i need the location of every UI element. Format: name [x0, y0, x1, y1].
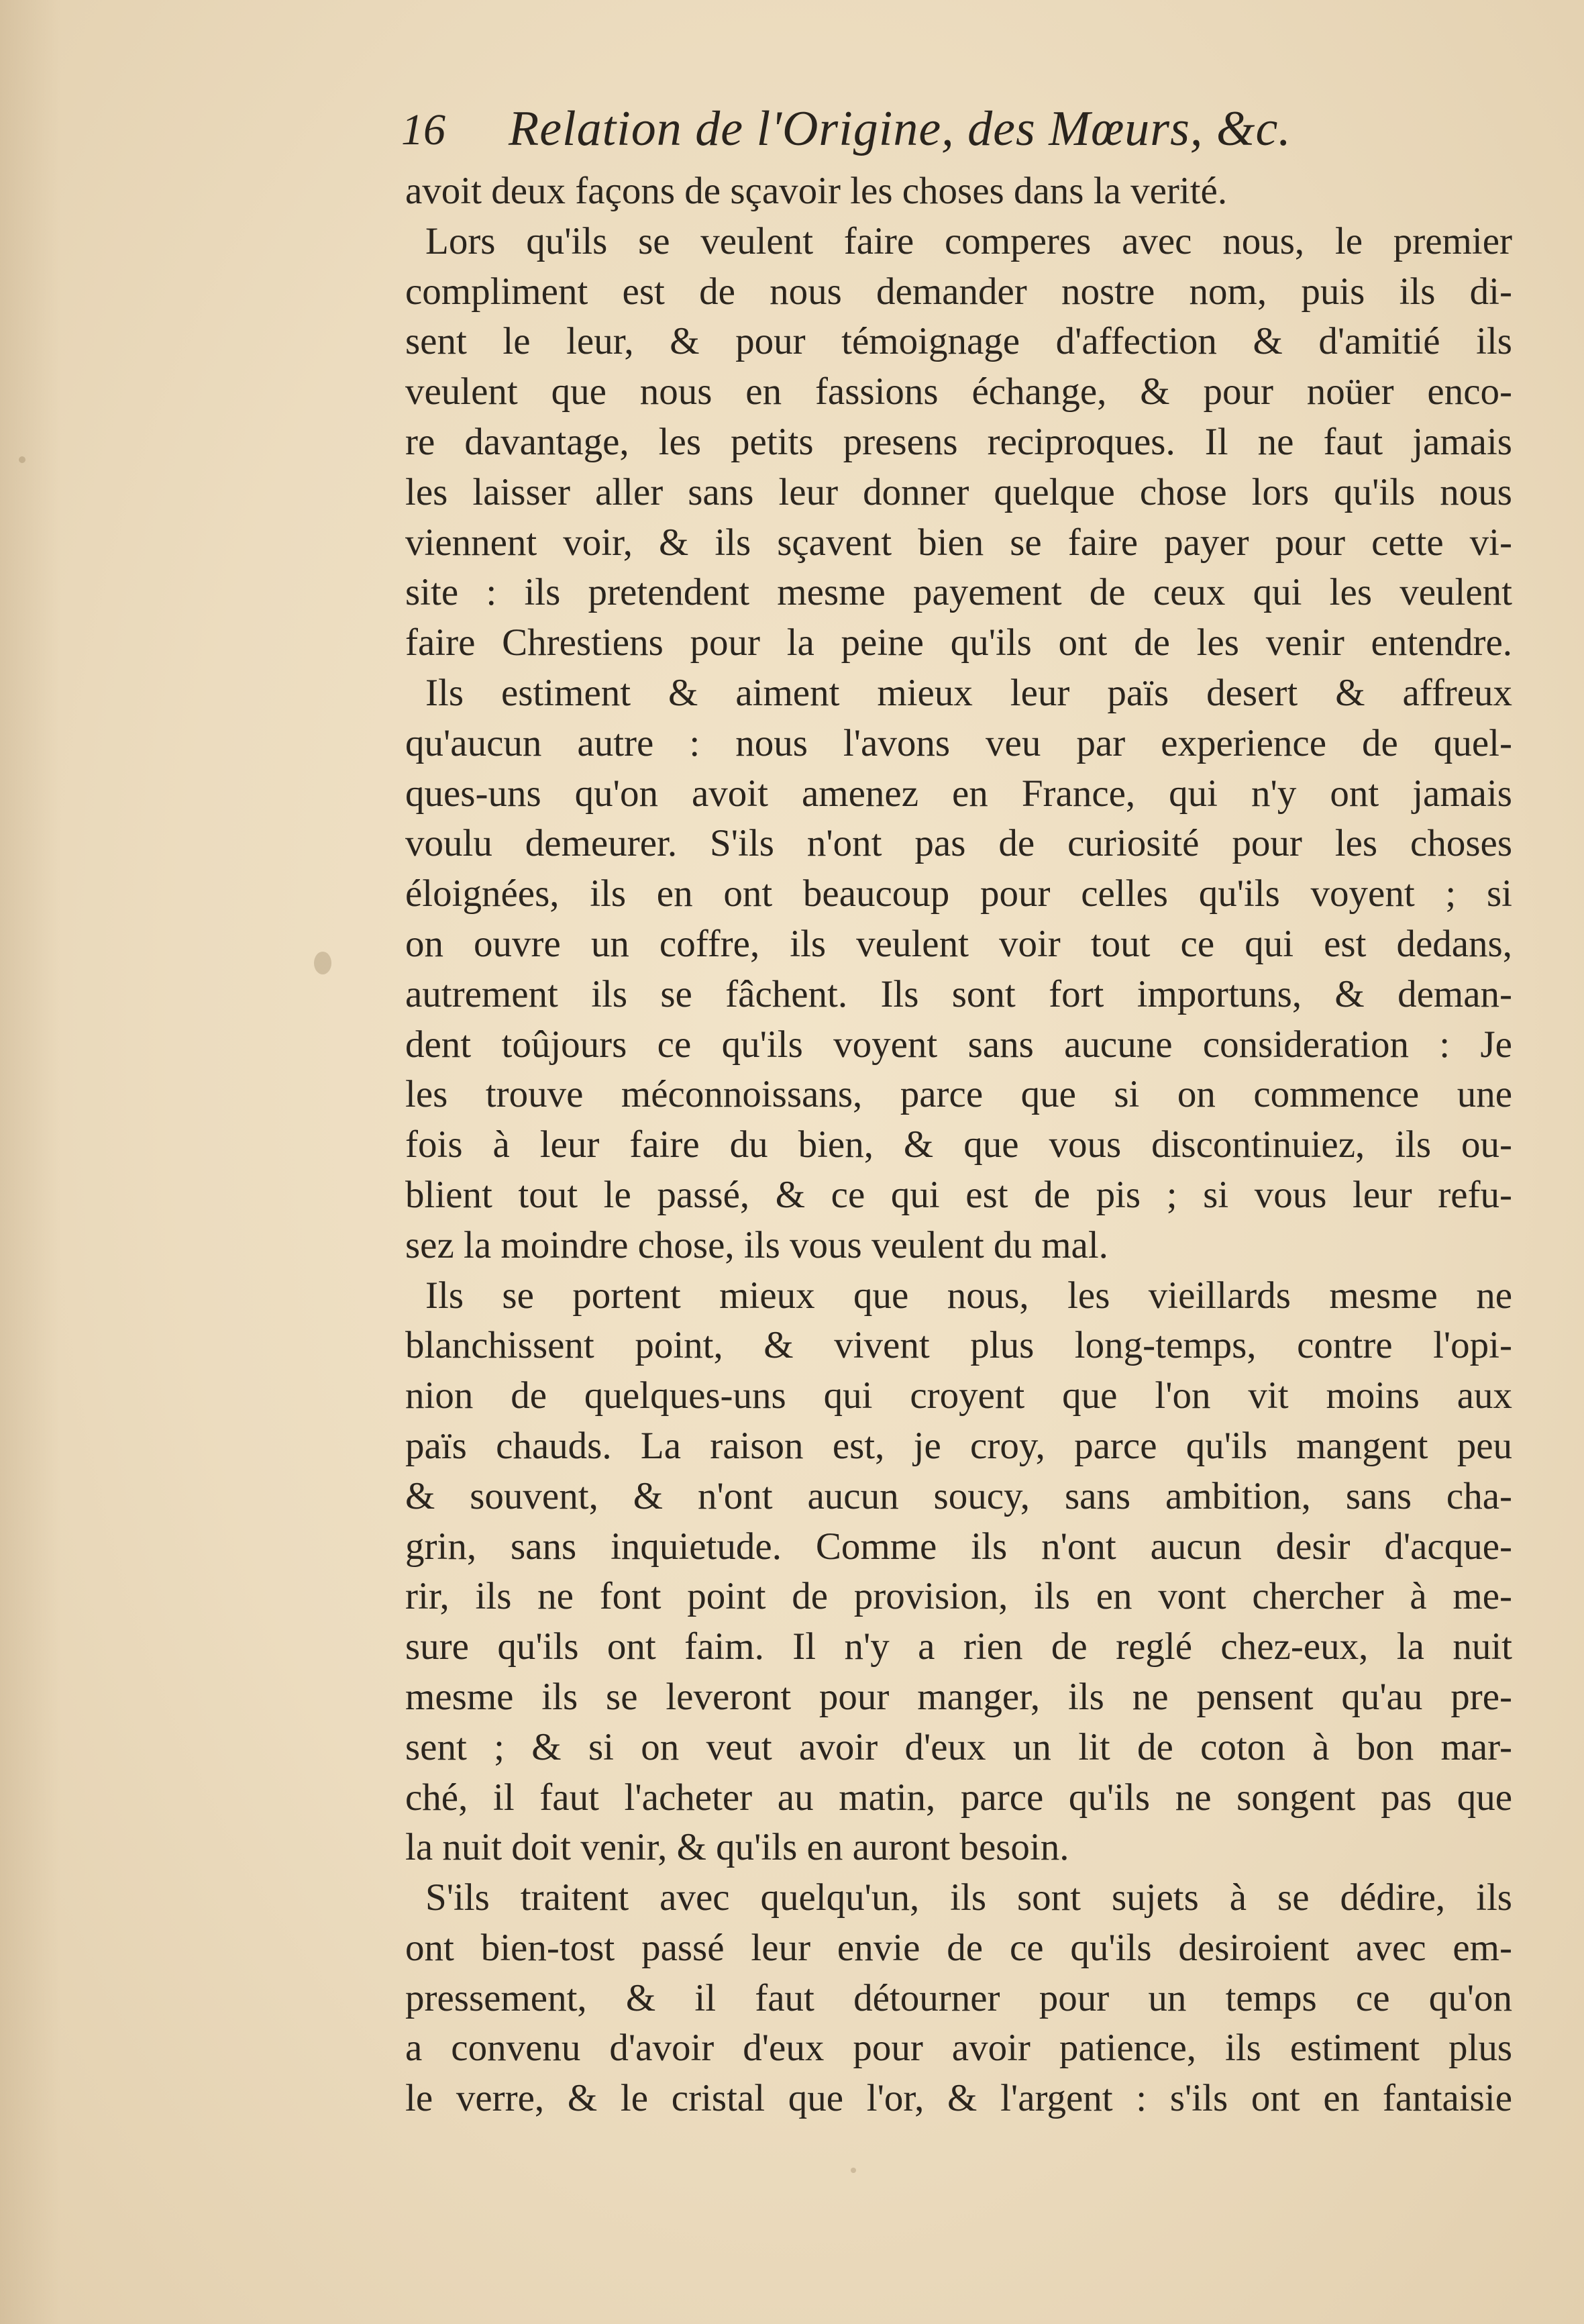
- text-line: nion de quelques-uns qui croyent que l'on vit moins aux: [405, 1374, 1512, 1417]
- text-line: veulent que nous en fassions échange, & pour noüer enco-: [405, 370, 1512, 413]
- text-line: grin, sans inquietude. Comme ils n'ont aucun desir d'acque-: [405, 1525, 1512, 1568]
- text-line: autrement ils se fâchent. Ils sont fort importuns, & deman-: [405, 972, 1512, 1015]
- text-line: fois à leur faire du bien, & que vous discontinuiez, ils ou-: [405, 1123, 1512, 1166]
- page-number: 16: [401, 105, 445, 154]
- text-line: sez la moindre chose, ils vous veulent du mal.: [405, 1223, 1108, 1266]
- paper-stain: [19, 456, 25, 463]
- text-line: les laisser aller sans leur donner quelque chose lors qu'ils nous: [405, 470, 1512, 513]
- text-line: Ils estiment & aiment mieux leur païs desert & affreux: [425, 671, 1512, 714]
- text-line: re davantage, les petits presens reciproques. Il ne faut jamais: [405, 420, 1512, 463]
- text-line: viennent voir, & ils sçavent bien se faire payer pour cette vi-: [405, 521, 1512, 564]
- text-line: sent ; & si on veut avoir d'eux un lit de coton à bon mar-: [405, 1725, 1512, 1768]
- text-line: Ils se portent mieux que nous, les vieillards mesme ne: [425, 1274, 1512, 1317]
- text-line: faire Chrestiens pour la peine qu'ils ont de les venir entendre.: [405, 621, 1512, 664]
- text-line: avoit deux façons de sçavoir les choses dans la verité.: [405, 170, 1228, 212]
- text-line: païs chauds. La raison est, je croy, parce qu'ils mangent peu: [405, 1424, 1512, 1467]
- text-line: blient tout le passé, & ce qui est de pis ; si vous leur refu-: [405, 1173, 1512, 1216]
- text-line: & souvent, & n'ont aucun soucy, sans ambition, sans cha-: [405, 1474, 1512, 1517]
- text-line: compliment est de nous demander nostre nom, puis ils di-: [405, 270, 1512, 313]
- text-line: les trouve méconnoissans, parce que si on commence une: [405, 1073, 1512, 1116]
- text-line: ché, il faut l'acheter au matin, parce qu'ils ne songent pas que: [405, 1776, 1512, 1819]
- text-line: a convenu d'avoir d'eux pour avoir patience, ils estiment plus: [405, 2027, 1512, 2070]
- text-line: qu'aucun autre : nous l'avons veu par experience de quel-: [405, 721, 1512, 764]
- text-line: ques-uns qu'on avoit amenez en France, qui n'y ont jamais: [405, 772, 1512, 815]
- text-line: le verre, & le cristal que l'or, & l'argent : s'ils ont en fantaisie: [405, 2077, 1512, 2120]
- text-line: rir, ils ne font point de provision, ils en vont chercher à me-: [405, 1575, 1512, 1618]
- text-line: sure qu'ils ont faim. Il n'y a rien de reglé chez-eux, la nuit: [405, 1625, 1512, 1668]
- page-gutter-shadow: [0, 0, 60, 2324]
- text-line: la nuit doit venir, & qu'ils en auront besoin.: [405, 1826, 1069, 1869]
- text-line: Lors qu'ils se veulent faire comperes avec nous, le premier: [425, 219, 1512, 262]
- text-line: dent toûjours ce qu'ils voyent sans aucune consideration : Je: [405, 1023, 1512, 1066]
- text-line: éloignées, ils en ont beaucoup pour celles qu'ils voyent ; si: [405, 872, 1512, 915]
- running-head: Relation de l'Origine, des Mœurs, &c.: [509, 101, 1291, 156]
- text-line: sent le leur, & pour témoignage d'affection & d'amitié ils: [405, 320, 1512, 363]
- text-line: mesme ils se leveront pour manger, ils ne pensent qu'au pre-: [405, 1675, 1512, 1718]
- text-line: ont bien-tost passé leur envie de ce qu'ils desiroient avec em-: [405, 1926, 1512, 1969]
- text-line: blanchissent point, & vivent plus long-temps, contre l'opi-: [405, 1324, 1512, 1367]
- body-text: [405, 166, 1512, 2124]
- paper-stain: [314, 952, 331, 974]
- text-line: site : ils pretendent mesme payement de ceux qui les veulent: [405, 571, 1512, 614]
- page-header: [401, 101, 1421, 174]
- text-line: on ouvre un coffre, ils veulent voir tout ce qui est dedans,: [405, 922, 1512, 965]
- text-line: pressement, & il faut détourner pour un temps ce qu'on: [405, 1976, 1512, 2019]
- text-line: S'ils traitent avec quelqu'un, ils sont sujets à se dédire, ils: [425, 1876, 1512, 1919]
- text-line: voulu demeurer. S'ils n'ont pas de curiosité pour les choses: [405, 822, 1512, 865]
- paper-stain: [851, 2168, 856, 2173]
